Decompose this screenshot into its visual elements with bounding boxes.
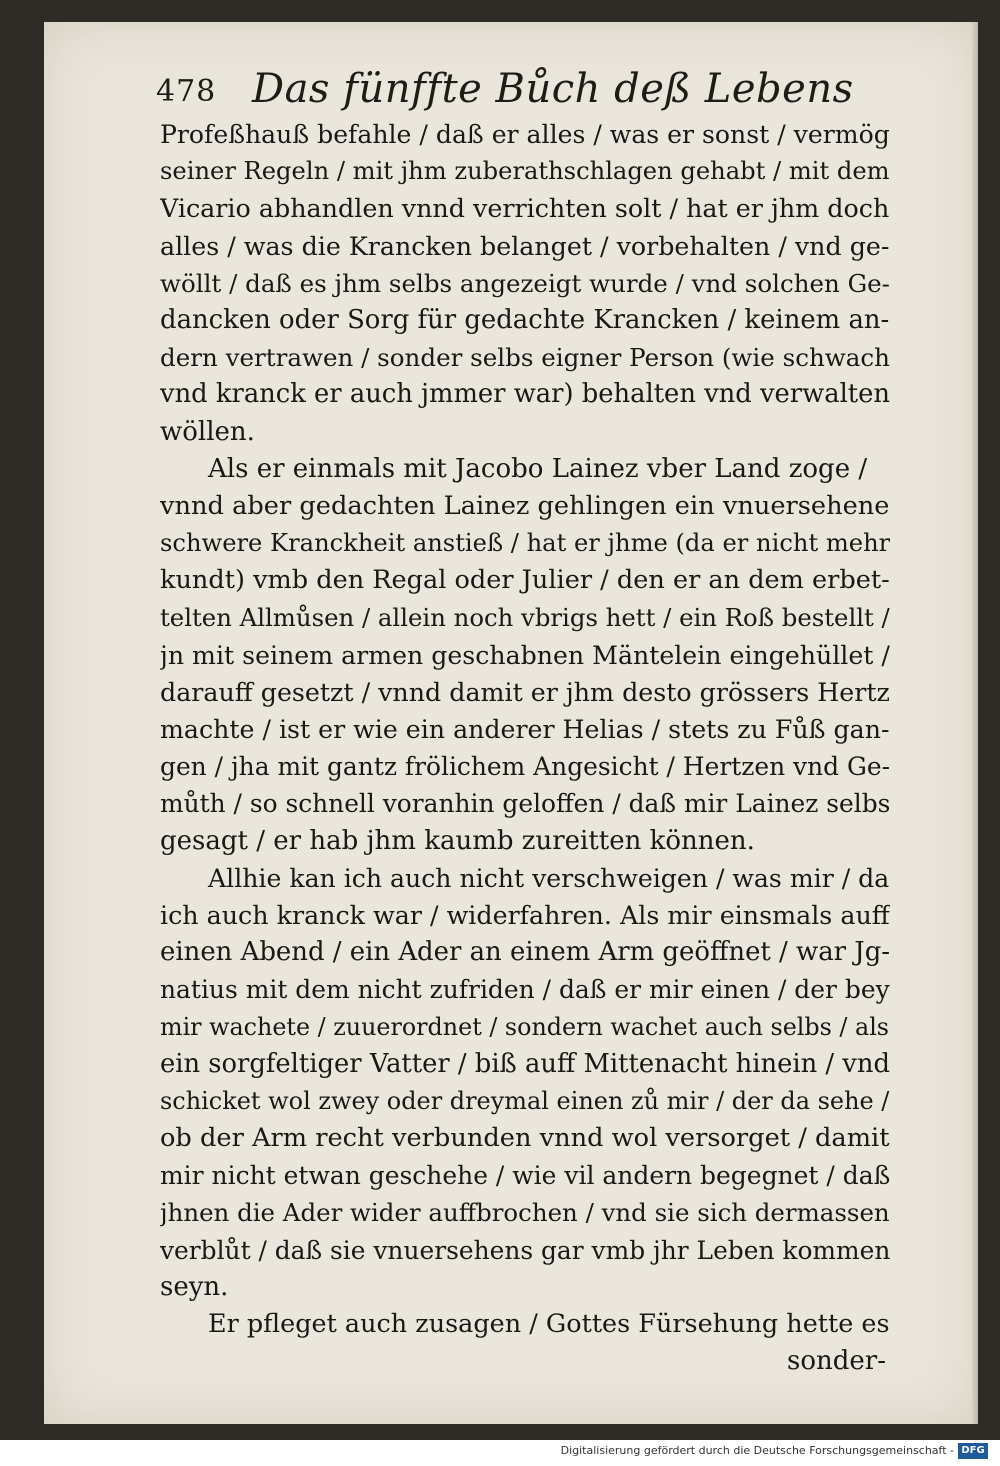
text-line: schicket wol zwey oder dreymal einen zů mir / der da sehe / — [160, 1086, 890, 1115]
page-edge — [972, 22, 978, 1424]
page-header — [156, 66, 854, 122]
text-line: vnnd aber gedachten Lainez gehlingen ein vnuersehene — [160, 490, 890, 521]
text-line: ob der Arm recht verbunden vnnd wol versorget / damit — [160, 1123, 890, 1154]
body-text — [160, 116, 890, 1380]
digitization-footer — [0, 1440, 1000, 1466]
text-line: můth / so schnell voranhin geloffen / daß mir Lainez selbs — [160, 789, 890, 819]
text-line: ich auch kranck war / widerfahren. Als mir einsmals auff — [160, 899, 890, 930]
text-line: Profeßhauß befahle / daß er alles / was er sonst / vermög — [160, 120, 890, 149]
text-line: Er pfleget auch zusagen / Gottes Fürsehung hette es — [208, 1309, 890, 1339]
text-line: mir nicht etwan geschehe / wie vil andern begegnet / daß — [160, 1161, 890, 1191]
text-line: wöllen. — [160, 416, 255, 447]
running-title: Das fünffte Bůch deß Lebens — [252, 66, 854, 112]
text-line: telten Allmůsen / allein noch vbrigs hett / ein Roß bestellt / — [160, 603, 890, 633]
text-line: alles / was die Krancken belanget / vorbehalten / vnd ge- — [160, 231, 890, 261]
page-number: 478 — [156, 74, 217, 109]
text-line: Als er einmals mit Jacobo Lainez vber Land zoge / — [208, 453, 868, 484]
text-line: seiner Regeln / mit jhm zuberathschlagen gehabt / mit dem — [160, 157, 890, 186]
text-line: darauff gesetzt / vnnd damit er jhm desto grössers Hertz — [160, 677, 890, 707]
text-line: ein sorgfeltiger Vatter / biß auff Mittenacht hinein / vnd — [160, 1048, 890, 1079]
text-line: Vicario abhandlen vnnd verrichten solt / hat er jhm doch — [160, 193, 890, 224]
text-line: machte / ist er wie ein anderer Helias / stets zu Fůß gan- — [160, 715, 890, 744]
text-line: jn mit seinem armen geschabnen Mäntelein eingehüllet / — [160, 640, 890, 670]
text-line: schwere Kranckheit anstieß / hat er jhme (da er nicht mehr — [160, 529, 890, 558]
dfg-logo: DFG — [958, 1443, 988, 1459]
text-line: verblůt / daß sie vnuersehens gar vmb jhr Leben kommen — [160, 1235, 890, 1265]
funding-notice: Digitalisierung gefördert durch die Deutsche Forschungsgemeinschaft - — [560, 1444, 954, 1457]
text-line: einen Abend / ein Ader an einem Arm geöffnet / war Jg- — [160, 937, 890, 968]
catchword: sonder- — [787, 1346, 886, 1377]
text-line: kundt) vmb den Regal oder Julier / den er an dem erbet- — [160, 565, 890, 596]
text-line: vnd kranck er auch jmmer war) behalten vnd verwalten — [160, 379, 890, 410]
text-line: gen / jha mit gantz frölichem Angesicht / Hertzen vnd Ge- — [160, 752, 890, 782]
text-line: jhnen die Ader wider auffbrochen / vnd sie sich dermassen — [160, 1198, 890, 1228]
text-line: dancken oder Sorg für gedachte Krancken / keinem an- — [160, 304, 890, 335]
text-line: dern vertrawen / sonder selbs eigner Person (wie schwach — [160, 343, 890, 373]
text-line: seyn. — [160, 1271, 229, 1302]
text-line: gesagt / er hab jhm kaumb zureitten können. — [160, 825, 755, 856]
text-line: wöllt / daß es jhm selbs angezeigt wurde / vnd solchen Ge- — [160, 268, 890, 298]
text-line: Allhie kan ich auch nicht verschweigen / was mir / da — [208, 863, 890, 893]
text-line: natius mit dem nicht zufriden / daß er mir einen / der bey — [160, 975, 890, 1005]
text-line: mir wachete / zuuerordnet / sondern wachet auch selbs / als — [160, 1012, 890, 1041]
